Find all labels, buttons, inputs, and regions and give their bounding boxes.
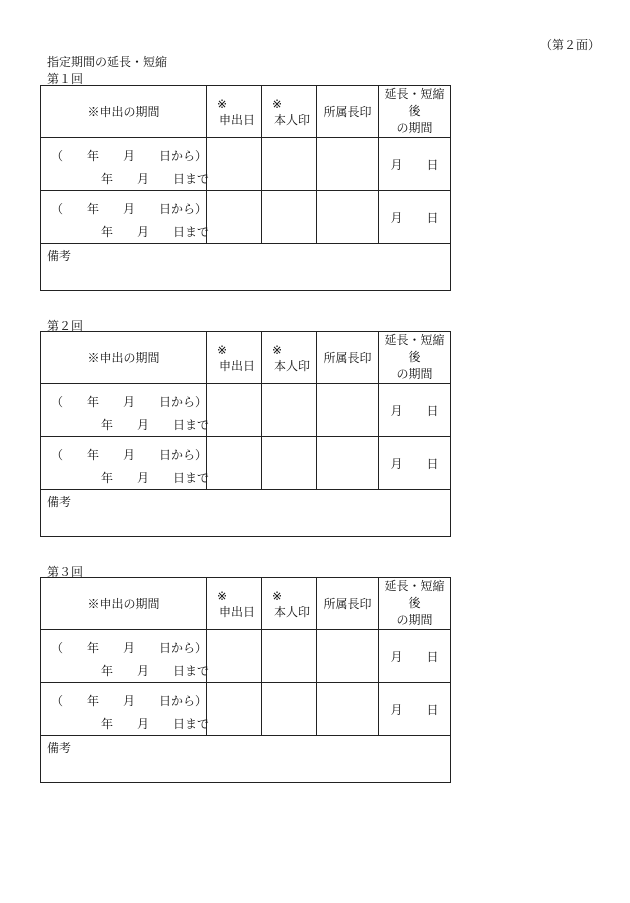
mark-symbol: ※ <box>217 96 228 111</box>
header-row <box>41 578 451 630</box>
month-day-input[interactable]: 月 日 <box>379 138 451 191</box>
manager-seal-header: 所属長印 <box>317 578 379 630</box>
period-from: （ 年 月 日から） <box>51 202 208 216</box>
notes-row <box>41 736 451 783</box>
notes-label: 備考 <box>47 741 72 755</box>
notes-row <box>41 244 451 291</box>
entry-row <box>41 191 451 244</box>
header-row <box>41 86 451 138</box>
entry-row <box>41 384 451 437</box>
period-to: 年 月 日まで <box>101 418 210 432</box>
manager-seal-input[interactable] <box>317 437 379 490</box>
document-title: 指定期間の延長・短縮 <box>47 55 168 69</box>
period-to: 年 月 日まで <box>101 664 210 678</box>
extended-period-line1: 延長・短縮後 <box>384 579 445 610</box>
period-from: （ 年 月 日から） <box>51 149 208 163</box>
own-seal-input[interactable] <box>262 683 317 736</box>
own-seal-input[interactable] <box>262 630 317 683</box>
manager-seal-input[interactable] <box>317 138 379 191</box>
own-seal-input[interactable] <box>262 384 317 437</box>
period-to: 年 月 日まで <box>101 717 210 731</box>
extended-period-line2: の期間 <box>396 121 433 135</box>
notes-label: 備考 <box>47 495 72 509</box>
notes-input[interactable] <box>41 244 451 291</box>
request-date-input[interactable] <box>207 191 262 244</box>
request-date-input[interactable] <box>207 138 262 191</box>
request-date-label: 申出日 <box>219 112 256 127</box>
manager-seal-header: 所属長印 <box>317 86 379 138</box>
period-header: ※申出の期間 <box>41 332 207 384</box>
own-seal-label: 本人印 <box>274 604 311 619</box>
manager-seal-input[interactable] <box>317 384 379 437</box>
entry-row <box>41 630 451 683</box>
month-day-input[interactable]: 月 日 <box>379 191 451 244</box>
header-row <box>41 332 451 384</box>
mark-symbol: ※ <box>272 588 283 603</box>
request-date-input[interactable] <box>207 683 262 736</box>
own-seal-label: 本人印 <box>274 112 311 127</box>
request-date-header <box>207 332 262 384</box>
period-input[interactable] <box>41 630 210 683</box>
manager-seal-input[interactable] <box>317 683 379 736</box>
extended-period-line2: の期間 <box>396 613 433 627</box>
period-to: 年 月 日まで <box>101 471 210 485</box>
request-date-input[interactable] <box>207 437 262 490</box>
mark-symbol: ※ <box>272 342 283 357</box>
month-day-input[interactable]: 月 日 <box>379 683 451 736</box>
round-table-2 <box>40 331 451 537</box>
request-date-label: 申出日 <box>219 358 256 373</box>
extended-period-line1: 延長・短縮後 <box>384 333 445 364</box>
extended-period-line2: の期間 <box>396 367 433 381</box>
period-input[interactable] <box>41 191 210 244</box>
period-input[interactable] <box>41 437 210 490</box>
notes-input[interactable] <box>41 736 451 783</box>
own-seal-label: 本人印 <box>274 358 311 373</box>
mark-symbol: ※ <box>272 96 283 111</box>
entry-row <box>41 683 451 736</box>
mark-symbol: ※ <box>217 588 228 603</box>
own-seal-input[interactable] <box>262 191 317 244</box>
own-seal-input[interactable] <box>262 138 317 191</box>
period-from: （ 年 月 日から） <box>51 395 208 409</box>
period-input[interactable] <box>41 138 210 191</box>
entry-row <box>41 437 451 490</box>
own-seal-header <box>262 86 317 138</box>
period-input[interactable] <box>41 683 210 736</box>
own-seal-input[interactable] <box>262 437 317 490</box>
request-date-input[interactable] <box>207 630 262 683</box>
extended-period-line1: 延長・短縮後 <box>384 87 445 118</box>
manager-seal-input[interactable] <box>317 191 379 244</box>
request-date-label: 申出日 <box>219 604 256 619</box>
notes-row <box>41 490 451 537</box>
period-from: （ 年 月 日から） <box>51 694 208 708</box>
page-number: （第２面） <box>539 38 600 52</box>
round-label-2: 第２回 <box>47 319 84 333</box>
request-date-input[interactable] <box>207 384 262 437</box>
manager-seal-header: 所属長印 <box>317 332 379 384</box>
period-header: ※申出の期間 <box>41 578 207 630</box>
round-label-1: 第１回 <box>47 72 84 86</box>
manager-seal-input[interactable] <box>317 630 379 683</box>
notes-label: 備考 <box>47 249 72 263</box>
request-date-header <box>207 578 262 630</box>
extended-period-header <box>379 332 451 384</box>
own-seal-header <box>262 578 317 630</box>
month-day-input[interactable]: 月 日 <box>379 630 451 683</box>
round-table-1 <box>40 85 451 291</box>
month-day-input[interactable]: 月 日 <box>379 384 451 437</box>
period-from: （ 年 月 日から） <box>51 448 208 462</box>
period-header: ※申出の期間 <box>41 86 207 138</box>
mark-symbol: ※ <box>217 342 228 357</box>
extended-period-header <box>379 578 451 630</box>
month-day-input[interactable]: 月 日 <box>379 437 451 490</box>
own-seal-header <box>262 332 317 384</box>
period-from: （ 年 月 日から） <box>51 641 208 655</box>
extended-period-header <box>379 86 451 138</box>
period-to: 年 月 日まで <box>101 225 210 239</box>
entry-row <box>41 138 451 191</box>
round-label-3: 第３回 <box>47 565 84 579</box>
round-table-3 <box>40 577 451 783</box>
period-input[interactable] <box>41 384 210 437</box>
period-to: 年 月 日まで <box>101 172 210 186</box>
request-date-header <box>207 86 262 138</box>
notes-input[interactable] <box>41 490 451 537</box>
